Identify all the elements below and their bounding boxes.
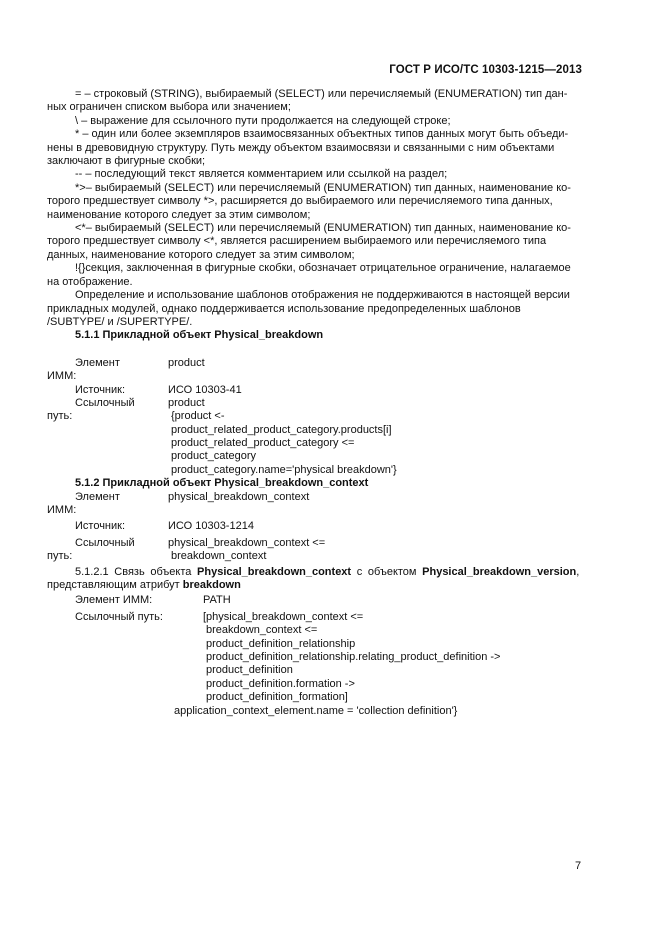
ref-path-line: product_category <box>171 450 256 463</box>
definition-select-extend: *>– выбираемый (SELECT) или перечисляемый (ENUMERATION) тип данных, наименование ко- <box>75 181 571 194</box>
ref-label: Ссылочный <box>75 536 135 549</box>
element-label-cont: ИММ: <box>47 370 77 383</box>
definition-asterisk: * – один или более экземпляров взаимосвязанных объектных типов данных могут быть объеди- <box>75 128 569 141</box>
element-value: PATH <box>203 594 231 607</box>
attribute-name: breakdown <box>182 579 241 591</box>
subsection-5121-title-cont <box>47 579 582 592</box>
ref-path-line: product_definition.formation -> <box>206 677 355 690</box>
ref-path-line: product_related_product_category <= <box>171 437 355 450</box>
ref-path-line: product_category.name='physical breakdown'} <box>171 463 397 476</box>
ref-path-line: product_related_product_category.products[i] <box>171 423 392 436</box>
definition-negation: !{}секция, заключенная в фигурные скобки, обозначает отрицательное ограничение, налагаемое <box>75 262 571 275</box>
ref-path-line: [physical_breakdown_context <= <box>203 610 364 623</box>
source-label: Источник: <box>75 520 126 533</box>
source-value: ИСО 10303-41 <box>168 383 242 396</box>
definition-select-extension-cont: торого предшествует символу <*, является расширением выбираемого или перечисляемого типа <box>47 235 547 248</box>
ref-path-line: product_definition_relationship.relating_product_definition -> <box>206 650 501 663</box>
entity-name: Physical_breakdown_context <box>197 565 352 578</box>
definition-comment: -- – последующий текст является комментарием или ссылкой на раздел; <box>75 168 448 181</box>
subsection-5121-title <box>47 566 582 579</box>
subsection-text: представляющим атрибут <box>47 579 183 591</box>
element-value: product <box>168 356 205 369</box>
subsection-text: с объектом <box>351 565 423 578</box>
source-label: Источник: <box>75 383 126 396</box>
ref-path-line: application_context_element.name = 'collection definition'} <box>174 704 458 717</box>
definition-backslash: \ – выражение для ссылочного пути продолжается на следующей строке; <box>75 114 451 127</box>
element-label: Элемент <box>75 356 120 369</box>
definition-asterisk-cont: нены в древовидную структуру. Путь между объектом взаимосвязи и связанными с ним объектами <box>47 141 555 154</box>
ref-path-line: physical_breakdown_context <= <box>168 536 326 549</box>
element-label-cont: ИММ: <box>47 504 77 517</box>
ref-path-line: product_definition_formation] <box>206 691 348 704</box>
ref-path-line: product_definition_relationship <box>206 637 356 650</box>
subsection-text: 5.1.2.1 Связь объекта <box>75 565 198 578</box>
definition-select-extension-cont: данных, наименование которого следует за этим символом; <box>47 248 355 261</box>
ref-path-line: {product <- <box>171 410 225 423</box>
definition-select-extend-cont: наименование которого следует за этим символом; <box>47 208 311 221</box>
ref-label-cont: путь: <box>47 550 73 563</box>
element-label: Элемент ИММ: <box>75 594 153 607</box>
element-label: Элемент <box>75 490 120 503</box>
ref-path-line: product_definition <box>206 664 293 677</box>
source-value: ИСО 10303-1214 <box>168 520 254 533</box>
ref-path-line: product <box>168 396 205 409</box>
ref-path-line: breakdown_context <= <box>206 624 318 637</box>
document-body <box>47 88 582 718</box>
ref-label: Ссылочный <box>75 396 135 409</box>
section-heading-511: 5.1.1 Прикладной объект Physical_breakdown <box>75 329 324 342</box>
note-paragraph-cont: /SUBTYPE/ и /SUPERTYPE/. <box>47 315 193 328</box>
section-heading-512: 5.1.2 Прикладной объект Physical_breakdown_context <box>75 477 369 490</box>
note-paragraph: Определение и использование шаблонов отображения не поддерживаются в настоящей версии <box>75 289 570 302</box>
definition-equals: = – строковый (STRING), выбираемый (SELECT) или перечисляемый (ENUMERATION) тип дан- <box>75 88 568 100</box>
definition-select-extension: <*– выбираемый (SELECT) или перечисляемый (ENUMERATION) тип данных, наименование ко- <box>75 222 571 235</box>
ref-path-line: breakdown_context <box>171 550 267 563</box>
subsection-text: , <box>576 565 580 578</box>
entity-name: Physical_breakdown_version <box>422 565 577 578</box>
note-paragraph-cont: прикладных модулей, однако поддерживается использование предопределенных шаблонов <box>47 302 521 315</box>
definition-asterisk-cont: заключают в фигурные скобки; <box>47 155 206 168</box>
ref-label: Ссылочный путь: <box>75 610 163 623</box>
definition-equals-cont: ных ограничен списком выбора или значением; <box>47 101 291 114</box>
document-header: ГОСТ Р ИСО/ТС 10303-1215—2013 <box>389 64 582 76</box>
page-number: 7 <box>575 860 582 872</box>
ref-label-cont: путь: <box>47 410 73 423</box>
definition-negation-cont: на отображение. <box>47 275 133 288</box>
element-value: physical_breakdown_context <box>168 490 310 503</box>
definition-select-extend-cont: торого предшествует символу *>, расширяется до выбираемого или перечисляемого типа данных, <box>47 195 553 208</box>
